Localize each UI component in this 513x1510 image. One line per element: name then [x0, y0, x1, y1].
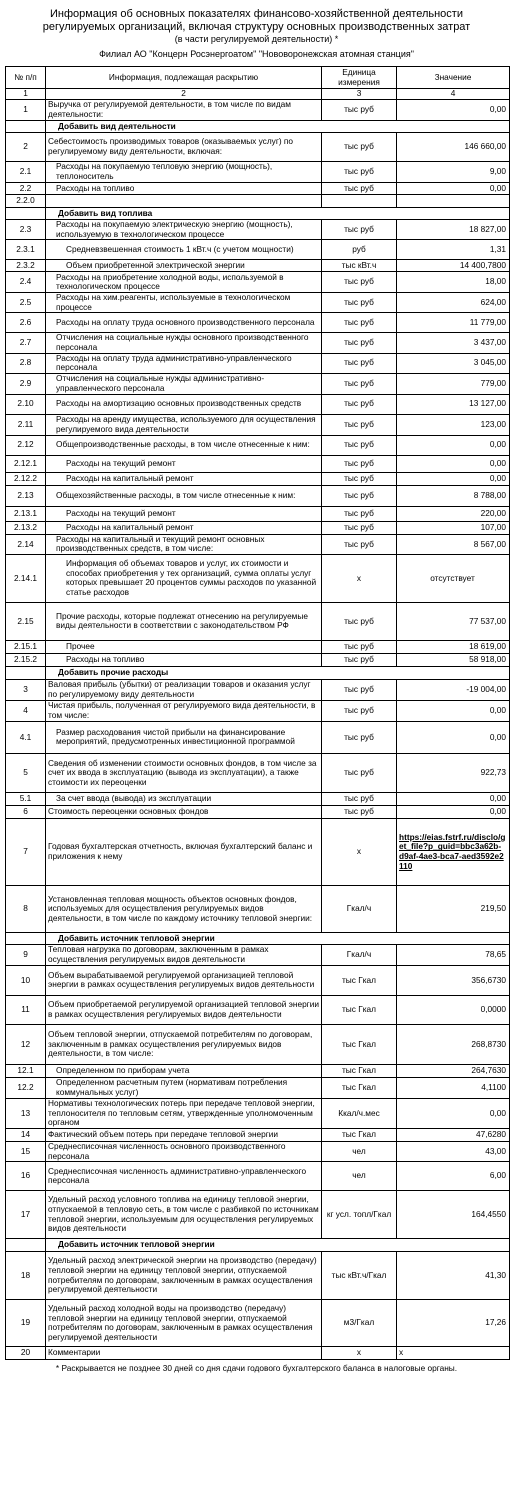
table-row	[6, 353, 510, 373]
row-number: 6	[6, 805, 46, 818]
column-number-row	[6, 89, 510, 100]
col-header-info: Информация, подлежащая раскрытию	[46, 67, 322, 89]
row-value: 0,00	[397, 792, 510, 805]
row-description: Удельный расход условного топлива на единицу тепловой энергии, отпускаемой в тепловую сеть, в том числе с разбивкой по источникам тепловой энергии, используемым для осуществления регулируемых видов деятельности	[46, 1191, 322, 1239]
table-row	[6, 195, 510, 208]
row-description: Расходы на аренду имущества, используемого для осуществления регулируемого вида деятельности	[46, 414, 322, 435]
row-unit: тыс руб	[322, 313, 397, 333]
row-value: 123,00	[397, 414, 510, 435]
row-unit: тыс руб	[322, 220, 397, 240]
row-description: Годовая бухгалтерская отчетность, включая бухгалтерский баланс и приложения к нему	[46, 818, 322, 885]
row-unit: тыс Гкал	[322, 1024, 397, 1064]
table-row	[6, 700, 510, 721]
table-row	[6, 313, 510, 333]
row-description: Отчисления на социальные нужды административно-управленческого персонала	[46, 373, 322, 394]
row-description: Общехозяйственные расходы, в том числе отнесенные к ним:	[46, 485, 322, 506]
row-number: 2.8	[6, 353, 46, 373]
table-row	[6, 100, 510, 121]
footnote: * Раскрывается не позднее 30 дней со дня сдачи годового бухгалтерского баланса в налоговые органы.	[55, 1363, 458, 1374]
table-row	[6, 272, 510, 293]
row-description: Нормативы технологических потерь при передаче тепловой энергии, теплоносителя по тепловым сетям, утвержденные уполномоченным органом	[46, 1098, 322, 1128]
row-value: 8 788,00	[397, 485, 510, 506]
row-number: 2.13.2	[6, 521, 46, 534]
row-unit: тыс руб	[322, 414, 397, 435]
row-value: 14 400,7800	[397, 260, 510, 272]
row-description: Валовая прибыль (убытки) от реализации товаров и оказания услуг по регулируемому виду деятельности	[46, 679, 322, 700]
section-number-cell	[6, 666, 46, 679]
row-unit: тыс руб	[322, 272, 397, 293]
row-value: 356,6730	[397, 965, 510, 995]
row-unit: тыс руб	[322, 293, 397, 313]
row-unit: тыс руб	[322, 700, 397, 721]
section-number-cell	[6, 208, 46, 220]
row-value: 0,00	[397, 435, 510, 455]
table-row	[6, 1024, 510, 1064]
row-description: Сведения об изменении стоимости основных фондов, в том числе за счет их ввода в эксплуатацию (вывода из эксплуатации), а также стоимости их переоценки	[46, 753, 322, 792]
row-number: 15	[6, 1141, 46, 1161]
row-unit: тыс руб	[322, 485, 397, 506]
row-unit: тыс руб	[322, 640, 397, 653]
table-body	[6, 100, 510, 1360]
row-number: 2.12.1	[6, 455, 46, 472]
row-number: 12	[6, 1024, 46, 1064]
row-value: 18,00	[397, 272, 510, 293]
indicators-table	[5, 66, 510, 1360]
row-description: Информация об объемах товаров и услуг, их стоимости и способах приобретения у тех организаций, сумма оплаты услуг которых превышает 20 процентов суммы расходов по указанной статье расходов	[46, 554, 322, 602]
table-row	[6, 721, 510, 753]
table-row	[6, 1098, 510, 1128]
add-section-link[interactable]: Добавить источник тепловой энергии	[46, 932, 510, 944]
col-number-2: 2	[46, 89, 322, 100]
row-description: Стоимость переоценки основных фондов	[46, 805, 322, 818]
row-description: Расходы на покупаемую тепловую энергию (мощность), теплоноситель	[46, 162, 322, 183]
table-row	[6, 1252, 510, 1300]
row-unit: Гкал/ч	[322, 885, 397, 932]
row-description: Удельный расход холодной воды на производство (передачу) тепловой энергии на единицу тепловой энергии, отпускаемой потребителям по договорам, заключенным в рамках осуществления регулируемой деятельности	[46, 1300, 322, 1347]
row-unit: тыс Гкал	[322, 1077, 397, 1098]
table-row	[6, 133, 510, 162]
table-row	[6, 534, 510, 554]
row-value: 268,8730	[397, 1024, 510, 1064]
row-description: Расходы на капитальный и текущий ремонт основных производственных средств, в том числе:	[46, 534, 322, 554]
row-description: Расходы на топливо	[46, 653, 322, 666]
row-unit: х	[322, 1347, 397, 1360]
document-title: Информация об основных показателях финансово-хозяйственной деятельности регулируемых организаций, включая структуру основных производственных затрат	[42, 8, 471, 33]
row-number: 2.2	[6, 183, 46, 195]
row-value: 107,00	[397, 521, 510, 534]
row-value: -19 004,00	[397, 679, 510, 700]
row-value: отсутствует	[397, 554, 510, 602]
row-unit: руб	[322, 240, 397, 260]
row-number: 2.13	[6, 485, 46, 506]
add-section-row	[6, 1239, 510, 1252]
row-unit: тыс руб	[322, 721, 397, 753]
row-description: Удельный расход электрической энергии на производство (передачу) тепловой энергии на единицу тепловой энергии, отпускаемой потребителям по договорам, заключенным в рамках осуществления регулируемой деятельности	[46, 1252, 322, 1300]
row-description: Расходы на капитальный ремонт	[46, 472, 322, 485]
table-row	[6, 602, 510, 640]
row-number: 4.1	[6, 721, 46, 753]
add-section-link[interactable]: Добавить вид деятельности	[46, 121, 510, 133]
row-description: Среднесписочная численность основного производственного персонала	[46, 1141, 322, 1161]
add-section-link[interactable]: Добавить источник тепловой энергии	[46, 1239, 510, 1252]
row-value: 43,00	[397, 1141, 510, 1161]
document-header	[0, 0, 513, 60]
row-description	[46, 195, 322, 208]
row-value: 624,00	[397, 293, 510, 313]
row-unit: тыс руб	[322, 753, 397, 792]
row-number: 2.3.2	[6, 260, 46, 272]
row-description: Среднесписочная численность административно-управленческого персонала	[46, 1162, 322, 1191]
row-description: Расходы на текущий ремонт	[46, 455, 322, 472]
row-number: 2.15.2	[6, 653, 46, 666]
row-value: 17,26	[397, 1300, 510, 1347]
table-row	[6, 1191, 510, 1239]
row-value: 47,6280	[397, 1128, 510, 1141]
row-value: 58 918,00	[397, 653, 510, 666]
row-unit: тыс руб	[322, 435, 397, 455]
row-description: Расходы на хим.реагенты, используемые в технологическом процессе	[46, 293, 322, 313]
row-number: 2.12.2	[6, 472, 46, 485]
row-unit: тыс руб	[322, 679, 397, 700]
row-value: 1,31	[397, 240, 510, 260]
row-number: 2.15	[6, 602, 46, 640]
row-number: 2.3	[6, 220, 46, 240]
row-value: 164,4550	[397, 1191, 510, 1239]
row-value: 18 827,00	[397, 220, 510, 240]
row-number: 11	[6, 995, 46, 1024]
row-value: 9,00	[397, 162, 510, 183]
row-description: Объем тепловой энергии, отпускаемой потребителям по договорам, заключенным в рамках осуществления регулируемых видов деятельности, в том числе:	[46, 1024, 322, 1064]
row-description: За счет ввода (вывода) из эксплуатации	[46, 792, 322, 805]
row-description: Расходы на оплату труда административно-управленческого персонала	[46, 353, 322, 373]
row-description: Расходы на приобретение холодной воды, используемой в технологическом процессе	[46, 272, 322, 293]
add-section-row	[6, 666, 510, 679]
table-row	[6, 472, 510, 485]
add-section-row	[6, 932, 510, 944]
row-description: Прочее	[46, 640, 322, 653]
row-value: 0,00	[397, 455, 510, 472]
row-description: Расходы на капитальный ремонт	[46, 521, 322, 534]
add-section-row	[6, 208, 510, 220]
row-number: 2.12	[6, 435, 46, 455]
row-number: 2.7	[6, 333, 46, 353]
col-number-3: 3	[322, 89, 397, 100]
row-description: Определенном по приборам учета	[46, 1064, 322, 1077]
table-row	[6, 293, 510, 313]
row-number: 14	[6, 1128, 46, 1141]
row-unit: тыс руб	[322, 521, 397, 534]
row-unit: тыс руб	[322, 653, 397, 666]
row-unit: тыс Гкал	[322, 995, 397, 1024]
col-number-1: 1	[6, 89, 46, 100]
row-unit: тыс кВт.ч/Гкал	[322, 1252, 397, 1300]
row-number: 3	[6, 679, 46, 700]
section-number-cell	[6, 932, 46, 944]
table-row	[6, 753, 510, 792]
table-row	[6, 183, 510, 195]
row-unit	[322, 195, 397, 208]
col-number-4: 4	[397, 89, 510, 100]
row-unit: тыс руб	[322, 534, 397, 554]
table-row	[6, 521, 510, 534]
table-row	[6, 653, 510, 666]
row-number: 2.6	[6, 313, 46, 333]
table-row	[6, 679, 510, 700]
row-number: 2.14	[6, 534, 46, 554]
row-unit: х	[322, 818, 397, 885]
table-row	[6, 1077, 510, 1098]
row-value: 13 127,00	[397, 394, 510, 414]
row-value: 146 660,00	[397, 133, 510, 162]
row-description: Выручка от регулируемой деятельности, в том числе по видам деятельности:	[46, 100, 322, 121]
row-number: 5.1	[6, 792, 46, 805]
row-value: 8 567,00	[397, 534, 510, 554]
row-unit: тыс руб	[322, 506, 397, 521]
table-row	[6, 394, 510, 414]
row-unit: м3/Гкал	[322, 1300, 397, 1347]
row-number: 4	[6, 700, 46, 721]
row-number: 2.14.1	[6, 554, 46, 602]
table-row	[6, 333, 510, 353]
row-number: 13	[6, 1098, 46, 1128]
row-number: 2.1	[6, 162, 46, 183]
table-row	[6, 162, 510, 183]
row-number: 2.10	[6, 394, 46, 414]
row-number: 2.9	[6, 373, 46, 394]
row-number: 12.2	[6, 1077, 46, 1098]
row-unit: тыс руб	[322, 455, 397, 472]
row-unit: Ккал/ч.мес	[322, 1098, 397, 1128]
row-number: 2.5	[6, 293, 46, 313]
table-row	[6, 220, 510, 240]
table-row	[6, 455, 510, 472]
row-description: Комментарии	[46, 1347, 322, 1360]
table-row	[6, 1128, 510, 1141]
row-number: 7	[6, 818, 46, 885]
organization-name: Филиал АО "Концерн Росэнергоатом" "Нововоронежская атомная станция"	[99, 49, 414, 59]
row-unit: тыс руб	[322, 805, 397, 818]
row-number: 2.3.1	[6, 240, 46, 260]
row-description: Объем вырабатываемой регулируемой организацией тепловой энергии в рамках осуществления регулируемых видов деятельности	[46, 965, 322, 995]
row-description: Объем приобретенной электрической энергии	[46, 260, 322, 272]
row-number: 2.15.1	[6, 640, 46, 653]
row-unit: тыс руб	[322, 602, 397, 640]
row-number: 16	[6, 1162, 46, 1191]
row-description: Размер расходования чистой прибыли на финансирование мероприятий, предусмотренных инвестиционной программой	[46, 721, 322, 753]
row-unit: тыс руб	[322, 353, 397, 373]
row-description: Расходы на оплату труда основного производственного персонала	[46, 313, 322, 333]
row-unit: х	[322, 554, 397, 602]
row-value: 0,00	[397, 721, 510, 753]
row-number: 5	[6, 753, 46, 792]
row-value: 0,00	[397, 700, 510, 721]
row-number: 2.2.0	[6, 195, 46, 208]
table-row	[6, 1300, 510, 1347]
table-row	[6, 965, 510, 995]
row-description: Установленная тепловая мощность объектов основных фондов, используемых для осуществления регулируемых видов деятельности, в том числе по каждому источнику тепловой энергии:	[46, 885, 322, 932]
row-value: 0,0000	[397, 995, 510, 1024]
row-value: 41,30	[397, 1252, 510, 1300]
row-unit: тыс руб	[322, 472, 397, 485]
row-number: 1	[6, 100, 46, 121]
col-header-value: Значение	[397, 67, 510, 89]
row-number: 9	[6, 944, 46, 965]
row-value: 0,00	[397, 100, 510, 121]
row-value: 0,00	[397, 472, 510, 485]
col-header-number: № п/п	[6, 67, 46, 89]
table-row	[6, 805, 510, 818]
row-description: Объем приобретаемой регулируемой организацией тепловой энергии в рамках осуществления регулируемых видов деятельности	[46, 995, 322, 1024]
row-description: Прочие расходы, которые подлежат отнесению на регулируемые виды деятельности в соответствии с законодательством РФ	[46, 602, 322, 640]
header-row	[6, 67, 510, 89]
row-value: 11 779,00	[397, 313, 510, 333]
row-description: Фактический объем потерь при передаче тепловой энергии	[46, 1128, 322, 1141]
row-number: 2.11	[6, 414, 46, 435]
row-description: Общепроизводственные расходы, в том числе отнесенные к ним:	[46, 435, 322, 455]
row-unit: тыс руб	[322, 100, 397, 121]
add-section-link[interactable]: Добавить прочие расходы	[46, 666, 510, 679]
row-unit: тыс руб	[322, 133, 397, 162]
table-row	[6, 373, 510, 394]
row-unit: тыс Гкал	[322, 1128, 397, 1141]
row-description: Отчисления на социальные нужды основного производственного персонала	[46, 333, 322, 353]
row-description: Себестоимость производимых товаров (оказываемых услуг) по регулируемому виду деятельности, включая:	[46, 133, 322, 162]
table-row	[6, 414, 510, 435]
row-value: х	[397, 1347, 510, 1360]
table-row	[6, 995, 510, 1024]
row-description: Определенном расчетным путем (нормативам потребления коммунальных услуг)	[46, 1077, 322, 1098]
table-row	[6, 1347, 510, 1360]
row-value: 3 045,00	[397, 353, 510, 373]
table-row	[6, 640, 510, 653]
table-row	[6, 885, 510, 932]
row-value: 3 437,00	[397, 333, 510, 353]
row-description: Расходы на текущий ремонт	[46, 506, 322, 521]
row-unit: тыс Гкал	[322, 965, 397, 995]
table-row	[6, 485, 510, 506]
row-value: 77 537,00	[397, 602, 510, 640]
row-number: 2.4	[6, 272, 46, 293]
row-value	[397, 195, 510, 208]
table-row	[6, 818, 510, 885]
row-unit: тыс руб	[322, 792, 397, 805]
row-description: Расходы на топливо	[46, 183, 322, 195]
row-value: 219,50	[397, 885, 510, 932]
row-unit: кг усл. топл/Гкал	[322, 1191, 397, 1239]
report-link[interactable]: https://eias.fstrf.ru/disclo/get_file?p_guid=bbc3a62b-d9af-4ae3-bca7-aed3592e2110	[397, 818, 510, 885]
table-row	[6, 260, 510, 272]
row-number: 19	[6, 1300, 46, 1347]
table-row	[6, 1064, 510, 1077]
row-description: Расходы на покупаемую электрическую энергию (мощность), используемую в технологическом процессе	[46, 220, 322, 240]
table-row	[6, 792, 510, 805]
table-row	[6, 240, 510, 260]
row-number: 10	[6, 965, 46, 995]
row-number: 20	[6, 1347, 46, 1360]
row-unit: тыс руб	[322, 183, 397, 195]
row-description: Расходы на амортизацию основных производственных средств	[46, 394, 322, 414]
row-value: 264,7630	[397, 1064, 510, 1077]
row-unit: тыс руб	[322, 162, 397, 183]
row-unit: тыс кВт.ч	[322, 260, 397, 272]
row-value: 18 619,00	[397, 640, 510, 653]
table-row	[6, 1162, 510, 1191]
row-number: 18	[6, 1252, 46, 1300]
row-unit: тыс руб	[322, 373, 397, 394]
add-section-link[interactable]: Добавить вид топлива	[46, 208, 510, 220]
row-unit: тыс Гкал	[322, 1064, 397, 1077]
row-value: 0,00	[397, 183, 510, 195]
row-unit: чел	[322, 1162, 397, 1191]
document-subtitle: (в части регулируемой деятельности) *	[174, 34, 339, 44]
row-number: 2.13.1	[6, 506, 46, 521]
table-row	[6, 1141, 510, 1161]
row-value: 220,00	[397, 506, 510, 521]
row-value: 78,65	[397, 944, 510, 965]
row-description: Чистая прибыль, полученная от регулируемого вида деятельности, в том числе:	[46, 700, 322, 721]
row-unit: Гкал/ч	[322, 944, 397, 965]
table-row	[6, 554, 510, 602]
row-unit: тыс руб	[322, 333, 397, 353]
row-description: Тепловая нагрузка по договорам, заключенным в рамках осуществления регулируемых видов деятельности	[46, 944, 322, 965]
row-unit: тыс руб	[322, 394, 397, 414]
row-value: 4,1100	[397, 1077, 510, 1098]
row-value: 0,00	[397, 1098, 510, 1128]
row-value: 922,73	[397, 753, 510, 792]
row-number: 12.1	[6, 1064, 46, 1077]
row-value: 779,00	[397, 373, 510, 394]
table-row	[6, 506, 510, 521]
row-number: 8	[6, 885, 46, 932]
section-number-cell	[6, 121, 46, 133]
row-value: 6,00	[397, 1162, 510, 1191]
row-number: 2	[6, 133, 46, 162]
row-value: 0,00	[397, 805, 510, 818]
row-number: 17	[6, 1191, 46, 1239]
section-number-cell	[6, 1239, 46, 1252]
col-header-unit: Единица измерения	[322, 67, 397, 89]
table-row	[6, 435, 510, 455]
row-unit: чел	[322, 1141, 397, 1161]
row-description: Средневзвешенная стоимость 1 кВт.ч (с учетом мощности)	[46, 240, 322, 260]
add-section-row	[6, 121, 510, 133]
table-row	[6, 944, 510, 965]
